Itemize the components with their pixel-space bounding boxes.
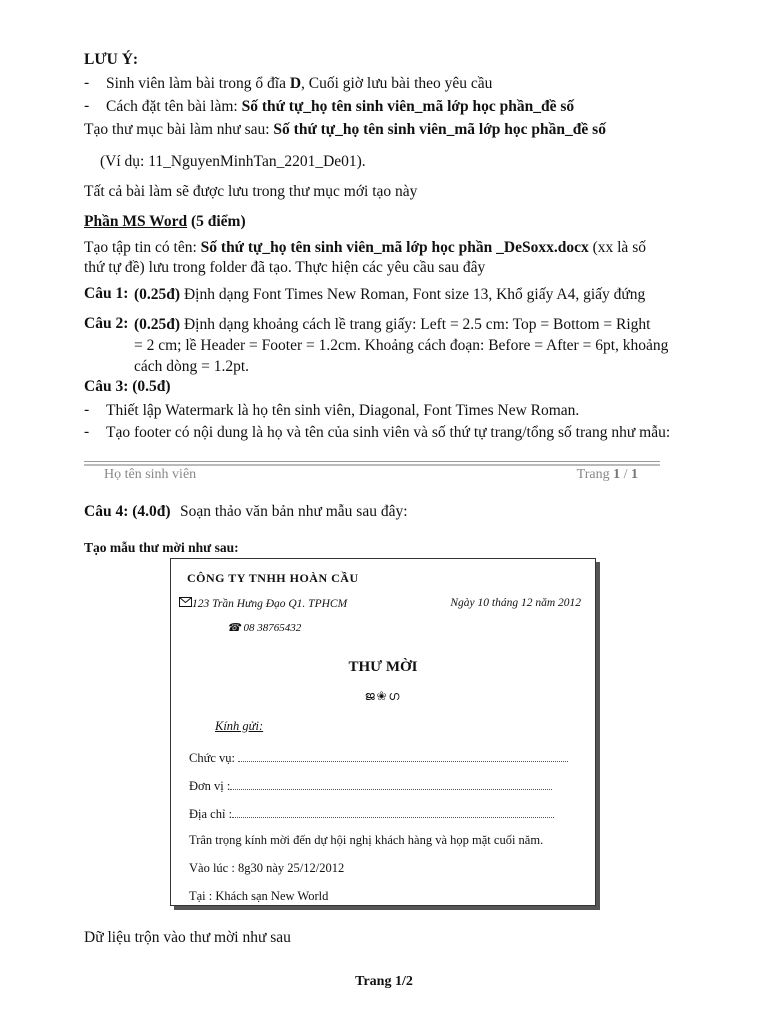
- field-unit: Đơn vị :: [189, 777, 552, 794]
- bullet-dash: -: [84, 401, 90, 418]
- company-phone: ☎ 08 38765432: [227, 622, 302, 634]
- q3-label: Câu 3: (0.5đ): [84, 378, 171, 395]
- ornament-divider: ജ❀ഗ: [364, 689, 402, 703]
- note-folder: Tạo thư mục bài làm như sau: Số thứ tự_họ tên sinh viên_mã lớp học phần_đề số: [84, 121, 606, 138]
- invitation-date: Ngày 10 tháng 12 năm 2012: [450, 597, 581, 609]
- telephone-icon: ☎: [227, 622, 241, 634]
- note-bullet-drive: Sinh viên làm bài trong ổ đĩa D, Cuối giờ lưu bài theo yêu cầu: [106, 75, 493, 92]
- q4-label: Câu 4: (4.0đ): [84, 503, 171, 520]
- dotted-line: [238, 749, 568, 762]
- field-position: Chức vụ:: [189, 749, 568, 766]
- word-section-heading: Phần MS Word (5 điểm): [84, 213, 246, 230]
- q4-text: Soạn thảo văn bản như mẫu sau đây:: [180, 503, 408, 520]
- invitation-time: Vào lúc : 8g30 này 25/12/2012: [189, 861, 345, 875]
- invitation-greeting: Kính gửi:: [215, 719, 264, 733]
- page-number: Trang 1/2: [355, 974, 413, 989]
- note-bullet-filename: Cách đặt tên bài làm: Số thứ tự_họ tên sinh viên_mã lớp học phần_đề số: [106, 98, 575, 115]
- company-address: 123 Trần Hưng Đạo Q1. TPHCM: [179, 597, 347, 610]
- invite-heading: Tạo mẫu thư mời như sau:: [84, 540, 239, 555]
- dotted-line: [230, 777, 552, 790]
- word-create-file: Tạo tập tin có tên: Số thứ tự_họ tên sinh viên_mã lớp học phần _DeSoxx.docx (xx là số: [84, 239, 646, 256]
- invitation-sample: [170, 558, 596, 906]
- field-address: Địa chỉ :: [189, 805, 554, 822]
- invitation-message: Trân trọng kính mời đến dự hội nghị khách hàng và họp mặt cuối năm.: [189, 833, 544, 847]
- note-example: (Ví dụ: 11_NguyenMinhTan_2201_De01).: [100, 153, 366, 170]
- q1-label: Câu 1:: [84, 285, 129, 302]
- q3-bullet-footer: Tạo footer có nội dung là họ và tên của sinh viên và số thứ tự trang/tổng số trang như mẫu:: [106, 424, 671, 441]
- q2-line1: (0.25đ) Định dạng khoảng cách lề trang giấy: Left = 2.5 cm: Top = Bottom = Right: [134, 316, 651, 333]
- footer-rule: [84, 464, 660, 466]
- q2-label: Câu 2:: [84, 315, 129, 332]
- q1-text: (0.25đ) Định dạng Font Times New Roman, Font size 13, Khổ giấy A4, giấy đứng: [134, 286, 646, 303]
- bullet-dash: -: [84, 423, 90, 440]
- q2-line2: = 2 cm; lề Header = Footer = 1.2cm. Khoảng cách đoạn: Before = After = 6pt, khoảng: [134, 337, 669, 354]
- note-heading: LƯU Ý:: [84, 51, 139, 68]
- bullet-dash: -: [84, 97, 90, 114]
- note-saved: Tất cả bài làm sẽ được lưu trong thư mục mới tạo này: [84, 183, 418, 200]
- company-name: CÔNG TY TNHH HOÀN CẦU: [187, 571, 359, 585]
- footer-rule: [84, 461, 660, 462]
- dotted-line: [232, 805, 554, 818]
- footer-sample: [84, 461, 660, 485]
- word-create-file-line2: thứ tự đề) lưu trong folder đã tạo. Thực hiện các yêu cầu sau đây: [84, 259, 486, 276]
- invitation-place: Tại : Khách sạn New World: [189, 889, 329, 903]
- q3-bullet-watermark: Thiết lập Watermark là họ tên sinh viên, Diagonal, Font Times New Roman.: [106, 402, 580, 419]
- footer-student-name: Họ tên sinh viên: [104, 467, 197, 482]
- envelope-icon: [179, 597, 192, 610]
- bullet-dash: -: [84, 74, 90, 91]
- invitation-title: THƯ MỜI: [348, 659, 418, 675]
- footer-page-count: Trang 1 / 1: [576, 467, 638, 482]
- merge-data-text: Dữ liệu trộn vào thư mời như sau: [84, 929, 291, 946]
- q2-line3: cách dòng = 1.2pt.: [134, 358, 250, 375]
